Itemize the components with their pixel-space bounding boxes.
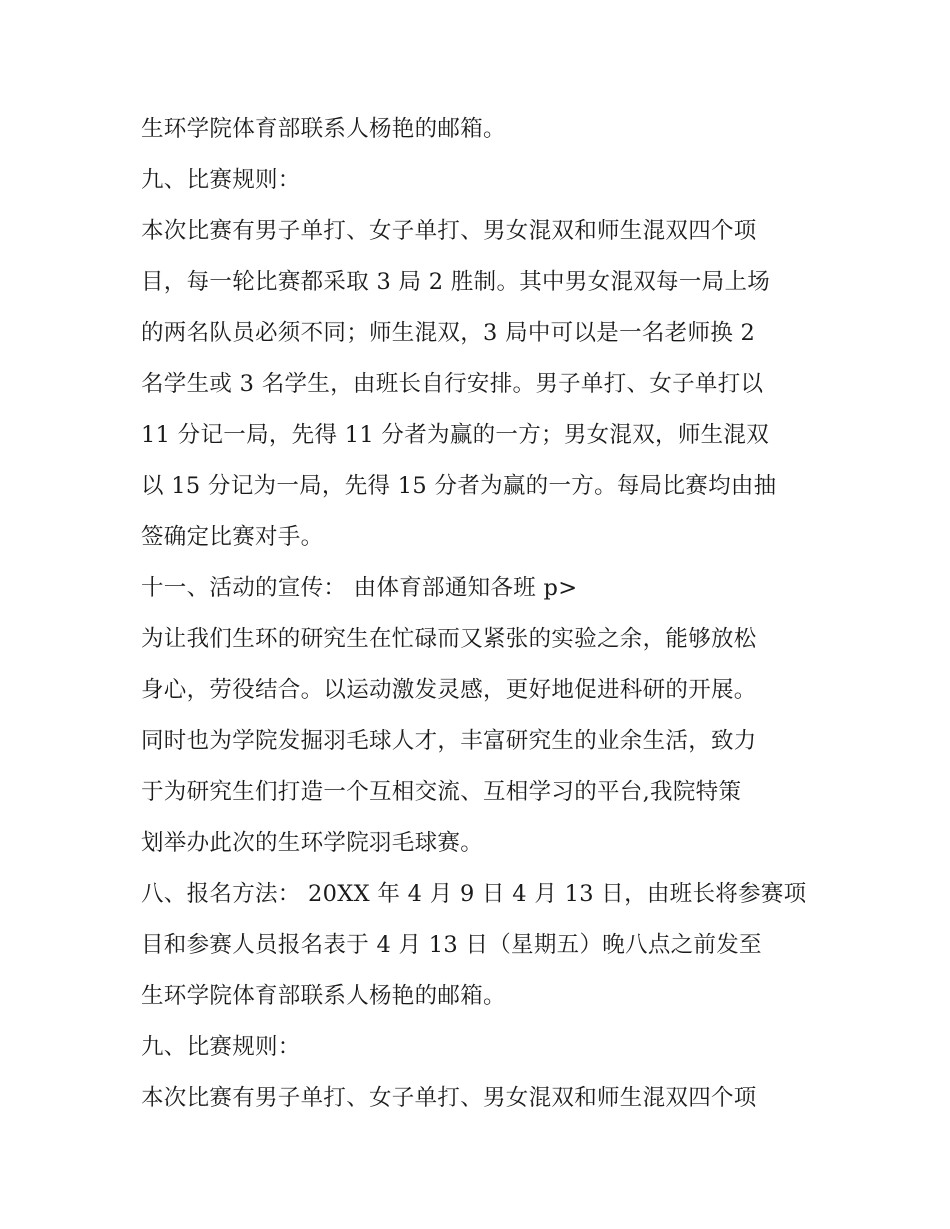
text-line: 划举办此次的生环学院羽毛球赛。: [141, 830, 484, 856]
text-line: 11 分记一局，先得 11 分者为赢的一方；男女混双，师生混双: [141, 422, 770, 448]
text-line: 目，每一轮比赛都采取 3 局 2 胜制。其中男女混双每一局上场: [141, 269, 771, 295]
section-heading: 九、比赛规则：: [141, 167, 301, 193]
section-heading: 九、比赛规则：: [141, 1034, 301, 1060]
document-body: [141, 104, 821, 1124]
text-line: 以 15 分记为一局，先得 15 分者为赢的一方。每局比赛均由抽: [141, 473, 777, 499]
text-line: 本次比赛有男子单打、女子单打、男女混双和师生混双四个项: [141, 1085, 757, 1111]
text-line: 身心，劳役结合。以运动激发灵感，更好地促进科研的开展。: [141, 677, 757, 703]
section-heading: 十一、活动的宣传： 由体育部通知各班 p>: [141, 575, 578, 601]
text-line: 名学生或 3 名学生，由班长自行安排。男子单打、女子单打以: [141, 371, 764, 397]
text-line: 同时也为学院发掘羽毛球人才，丰富研究生的业余生活，致力: [141, 728, 757, 754]
text-line: 目和参赛人员报名表于 4 月 13 日（星期五）晚八点之前发至: [141, 932, 762, 958]
text-line: 本次比赛有男子单打、女子单打、男女混双和师生混双四个项: [141, 218, 757, 244]
text-line: 签确定比赛对手。: [141, 524, 324, 550]
text-line: 为让我们生环的研究生在忙碌而又紧张的实验之余，能够放松: [141, 626, 757, 652]
section-heading: 八、报名方法： 20XX 年 4 月 9 日 4 月 13 日，由班长将参赛项: [141, 881, 807, 907]
text-line: 的两名队员必须不同；师生混双，3 局中可以是一名老师换 2: [141, 320, 756, 346]
text-line: 生环学院体育部联系人杨艳的邮箱。: [141, 983, 506, 1009]
text-line: 于为研究生们打造一个互相交流、互相学习的平台,我院特策: [141, 779, 742, 805]
text-line: 生环学院体育部联系人杨艳的邮箱。: [141, 116, 506, 142]
